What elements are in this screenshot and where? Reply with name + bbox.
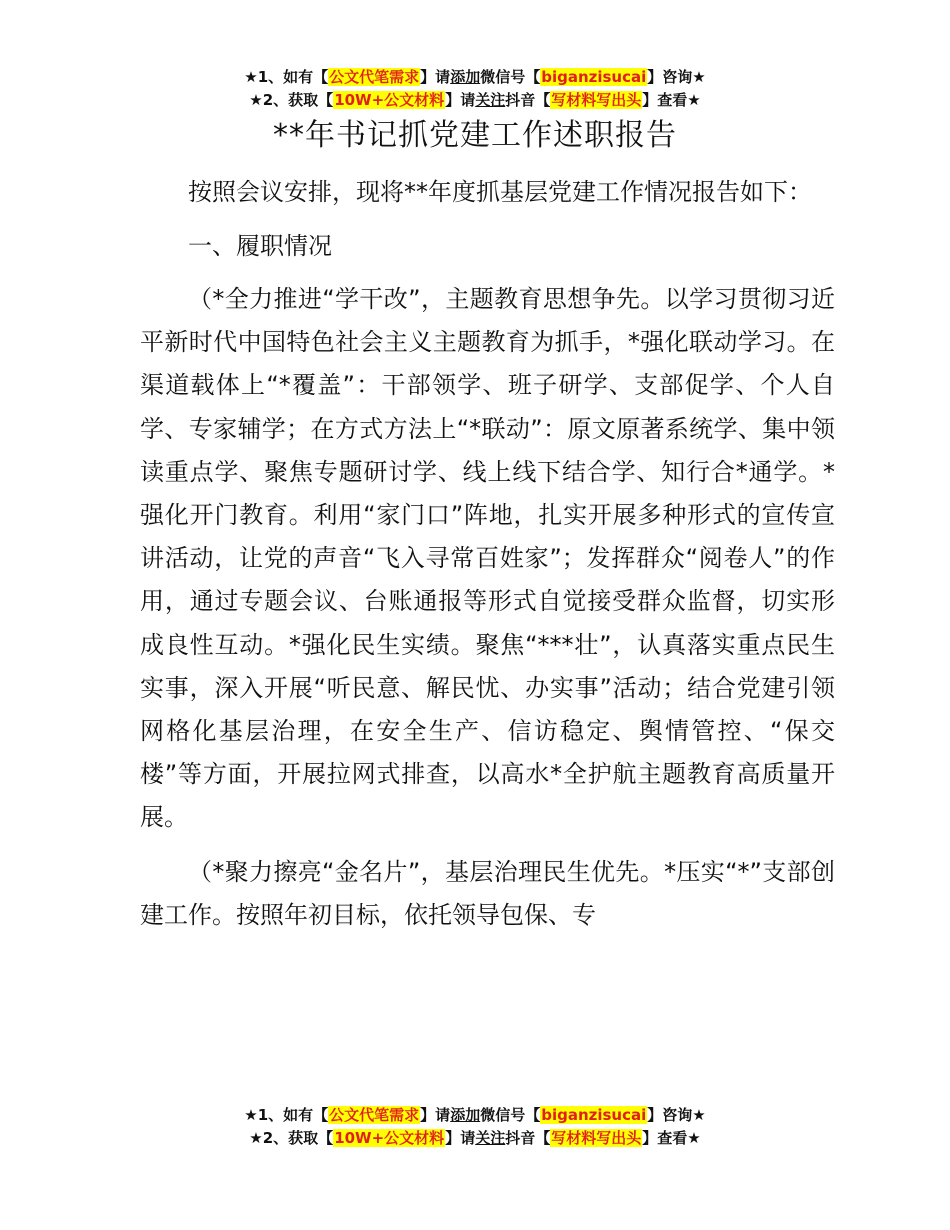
promo-text: 微信号【	[480, 1106, 541, 1124]
intro-paragraph	[140, 171, 835, 214]
body-paragraph-1	[140, 278, 835, 840]
promo-text: 微信号【	[480, 68, 541, 86]
promo-line-2	[0, 89, 950, 112]
promo-text: 】请	[420, 68, 451, 86]
paragraph2-text: （*聚力擦亮“金名片”，基层治理民生优先。*压实“*”支部创建工作。按照年初目标，依托领导包保、专	[140, 858, 835, 930]
promo-line-2	[0, 1127, 950, 1150]
promo-underlined: 添加	[450, 68, 481, 86]
promo-text: 】咨询★	[647, 68, 706, 86]
promo-highlight: 公文代笔需求	[329, 68, 420, 86]
promo-text: 】请	[445, 91, 476, 109]
promo-text: ★2、获取【	[249, 91, 334, 109]
promo-douyin-id: 写材料写出头	[551, 91, 642, 109]
promo-line-1	[0, 1104, 950, 1127]
promo-text: ★1、如有【	[244, 1106, 329, 1124]
promo-text: 抖音【	[505, 91, 551, 109]
promo-line-1	[0, 66, 950, 89]
promo-douyin-id: 写材料写出头	[551, 1129, 642, 1147]
section-heading	[140, 225, 835, 268]
promo-text: 】请	[445, 1129, 476, 1147]
body-paragraph-2	[140, 851, 835, 937]
promo-banner-top	[0, 66, 950, 112]
promo-wechat-id: biganzisucai	[541, 1106, 647, 1124]
promo-underlined: 关注	[475, 91, 506, 109]
document-title: **年书记抓党建工作述职报告	[273, 118, 677, 153]
promo-highlight: 10W+公文材料	[334, 91, 445, 109]
promo-banner-bottom	[0, 1104, 950, 1150]
promo-text: 】查看★	[642, 91, 701, 109]
promo-text: 抖音【	[505, 1129, 551, 1147]
promo-highlight: 10W+公文材料	[334, 1129, 445, 1147]
paragraph1-text: （*全力推进“学干改”，主题教育思想争先。以学习贯彻习近平新时代中国特色社会主义主题教育为抓手，*强化联动学习。在渠道载体上“*覆盖”：干部领学、班子研学、支部促学、个人自学、专家辅学；在方式方法上“*联动”：原文原著系统学、集中领读重点学、聚焦专题研讨学、线上线下结合学、知行合*通学。*强化开门教育。利用“家门口”阵地，扎实开展多种形式的宣传宣讲活动，让党的声音“飞入寻常百姓家”；发挥群众“阅卷人”的作用，通过专题会议、台账通报等形式自觉接受群众监督，切实形成良性互动。*强化民生实绩。聚焦“***壮”，认真落实重点民生实事，深入开展“听民意、解民忧、办实事”活动；结合党建引领网格化基层治理，在安全生产、信访稳定、舆情管控、“保交楼”等方面，开展拉网式排查，以高水*全护航主题教育高质量开展。	[140, 285, 835, 832]
promo-wechat-id: biganzisucai	[541, 68, 647, 86]
promo-underlined: 关注	[475, 1129, 506, 1147]
section1-heading-text: 一、履职情况	[188, 232, 332, 260]
promo-underlined: 添加	[450, 1106, 481, 1124]
promo-text: ★1、如有【	[244, 68, 329, 86]
promo-text: 】咨询★	[647, 1106, 706, 1124]
promo-text: 】查看★	[642, 1129, 701, 1147]
intro-text: 按照会议安排，现将**年度抓基层党建工作情况报告如下：	[188, 178, 812, 206]
promo-text: ★2、获取【	[249, 1129, 334, 1147]
promo-text: 】请	[420, 1106, 451, 1124]
promo-highlight: 公文代笔需求	[329, 1106, 420, 1124]
